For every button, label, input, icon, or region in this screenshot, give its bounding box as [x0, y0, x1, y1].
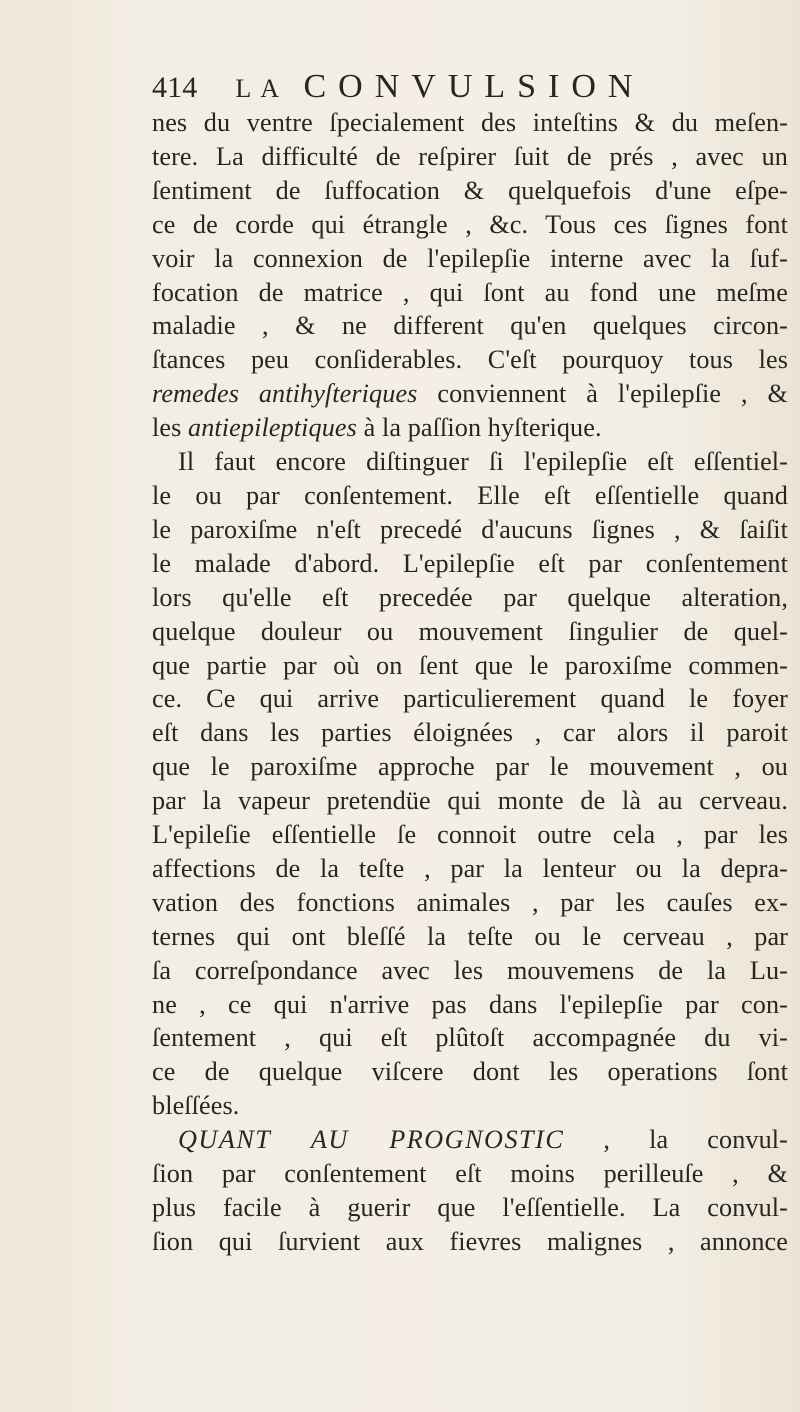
text-line: nes du ventre ſpecialement des inteſtins & du meſen- [152, 108, 788, 137]
text-line: ce. Ce qui arrive particulierement quand le foyer [152, 684, 788, 714]
text-line [152, 1123, 788, 1157]
text-line: vation des fonctions animales , par les cauſes ex- [152, 887, 788, 917]
text-line: par la vapeur pretendüe qui monte de là au cerveau. [152, 786, 788, 816]
text-run: , la convul- [564, 1125, 788, 1155]
text-run: conviennent à l'epilepſie , & [417, 379, 789, 409]
text-line: tere. La difficulté de reſpirer ſuit de prés , avec un [152, 141, 788, 171]
text-line: focation de matrice , qui ſont au fond une meſme [152, 277, 788, 307]
text-line: ſion par conſentement eſt moins perilleuſe , & [152, 1159, 788, 1189]
text-line: bleſſées. [152, 1091, 240, 1121]
text-line: lors qu'elle eſt precedée par quelque alteration, [152, 582, 788, 612]
text-line: ce de quelque viſcere dont les operations ſont [152, 1057, 788, 1087]
italic-phrase: remedes antihyſteriques [152, 379, 418, 409]
text-line [152, 377, 788, 411]
text-line: ce de corde qui étrangle , &c. Tous ces ſignes font [152, 209, 788, 239]
page-header [152, 70, 788, 106]
text-line: maladie , & ne different qu'en quelques circon- [152, 311, 788, 341]
text-line: plus facile à guerir que l'eſſentielle. La convul- [152, 1193, 788, 1222]
paragraph-1 [152, 106, 788, 445]
text-line: ſtances peu conſiderables. C'eſt pourquoy tous les [152, 345, 788, 375]
page-number: 414 [152, 71, 198, 104]
text-run: les [152, 413, 189, 443]
text-line: ſa correſpondance avec les mouvemens de la Lu- [152, 955, 788, 985]
text-run: à la paſſion hyſterique. [356, 413, 602, 443]
italic-phrase: antiepileptiques [188, 413, 357, 443]
section-heading: QUANT AU PROGNOSTIC [178, 1125, 565, 1155]
text-line: L'epileſie eſſentielle ſe connoit outre cela , par les [152, 820, 788, 850]
running-title [235, 70, 644, 106]
text-line: que le paroxiſme approche par le mouvement , ou [152, 752, 788, 782]
paragraph-2 [152, 445, 788, 1123]
running-title-main: CONVULSION [303, 68, 645, 105]
text-line: que partie par où on ſent que le paroxiſme commen- [152, 650, 788, 680]
text-line: Il faut encore diſtinguer ſi l'epilepſie eſt eſſentiel- [178, 447, 788, 477]
text-line: ſentement , qui eſt plûtoſt accompagnée du vi- [152, 1023, 788, 1053]
text-line: quelque douleur ou mouvement ſingulier de quel- [152, 616, 788, 646]
text-line: ſion qui ſurvient aux fievres malignes , annonce [152, 1226, 788, 1256]
text-line: ne , ce qui n'arrive pas dans l'epilepſie par con- [152, 989, 788, 1019]
text-line: le malade d'abord. L'epilepſie eſt par conſentement [152, 548, 788, 578]
text-line: le paroxiſme n'eſt precedé d'aucuns ſignes , & ſaiſit [152, 514, 788, 544]
page-text [152, 70, 788, 1259]
paragraph-3 [152, 1123, 788, 1259]
text-line: le ou par conſentement. Elle eſt eſſentielle quand [152, 480, 788, 510]
running-title-prefix: LA [235, 74, 288, 103]
text-line: ſentiment de ſuffocation & quelquefois d'une eſpe- [152, 175, 788, 205]
text-line: affections de la teſte , par la lenteur ou la depra- [152, 853, 788, 883]
text-line: ternes qui ont bleſſé la teſte ou le cerveau , par [152, 921, 788, 951]
text-line: eſt dans les parties éloignées , car alors il paroit [152, 718, 788, 748]
text-line: voir la connexion de l'epilepſie interne avec la ſuf- [152, 243, 788, 273]
text-line [152, 411, 788, 445]
